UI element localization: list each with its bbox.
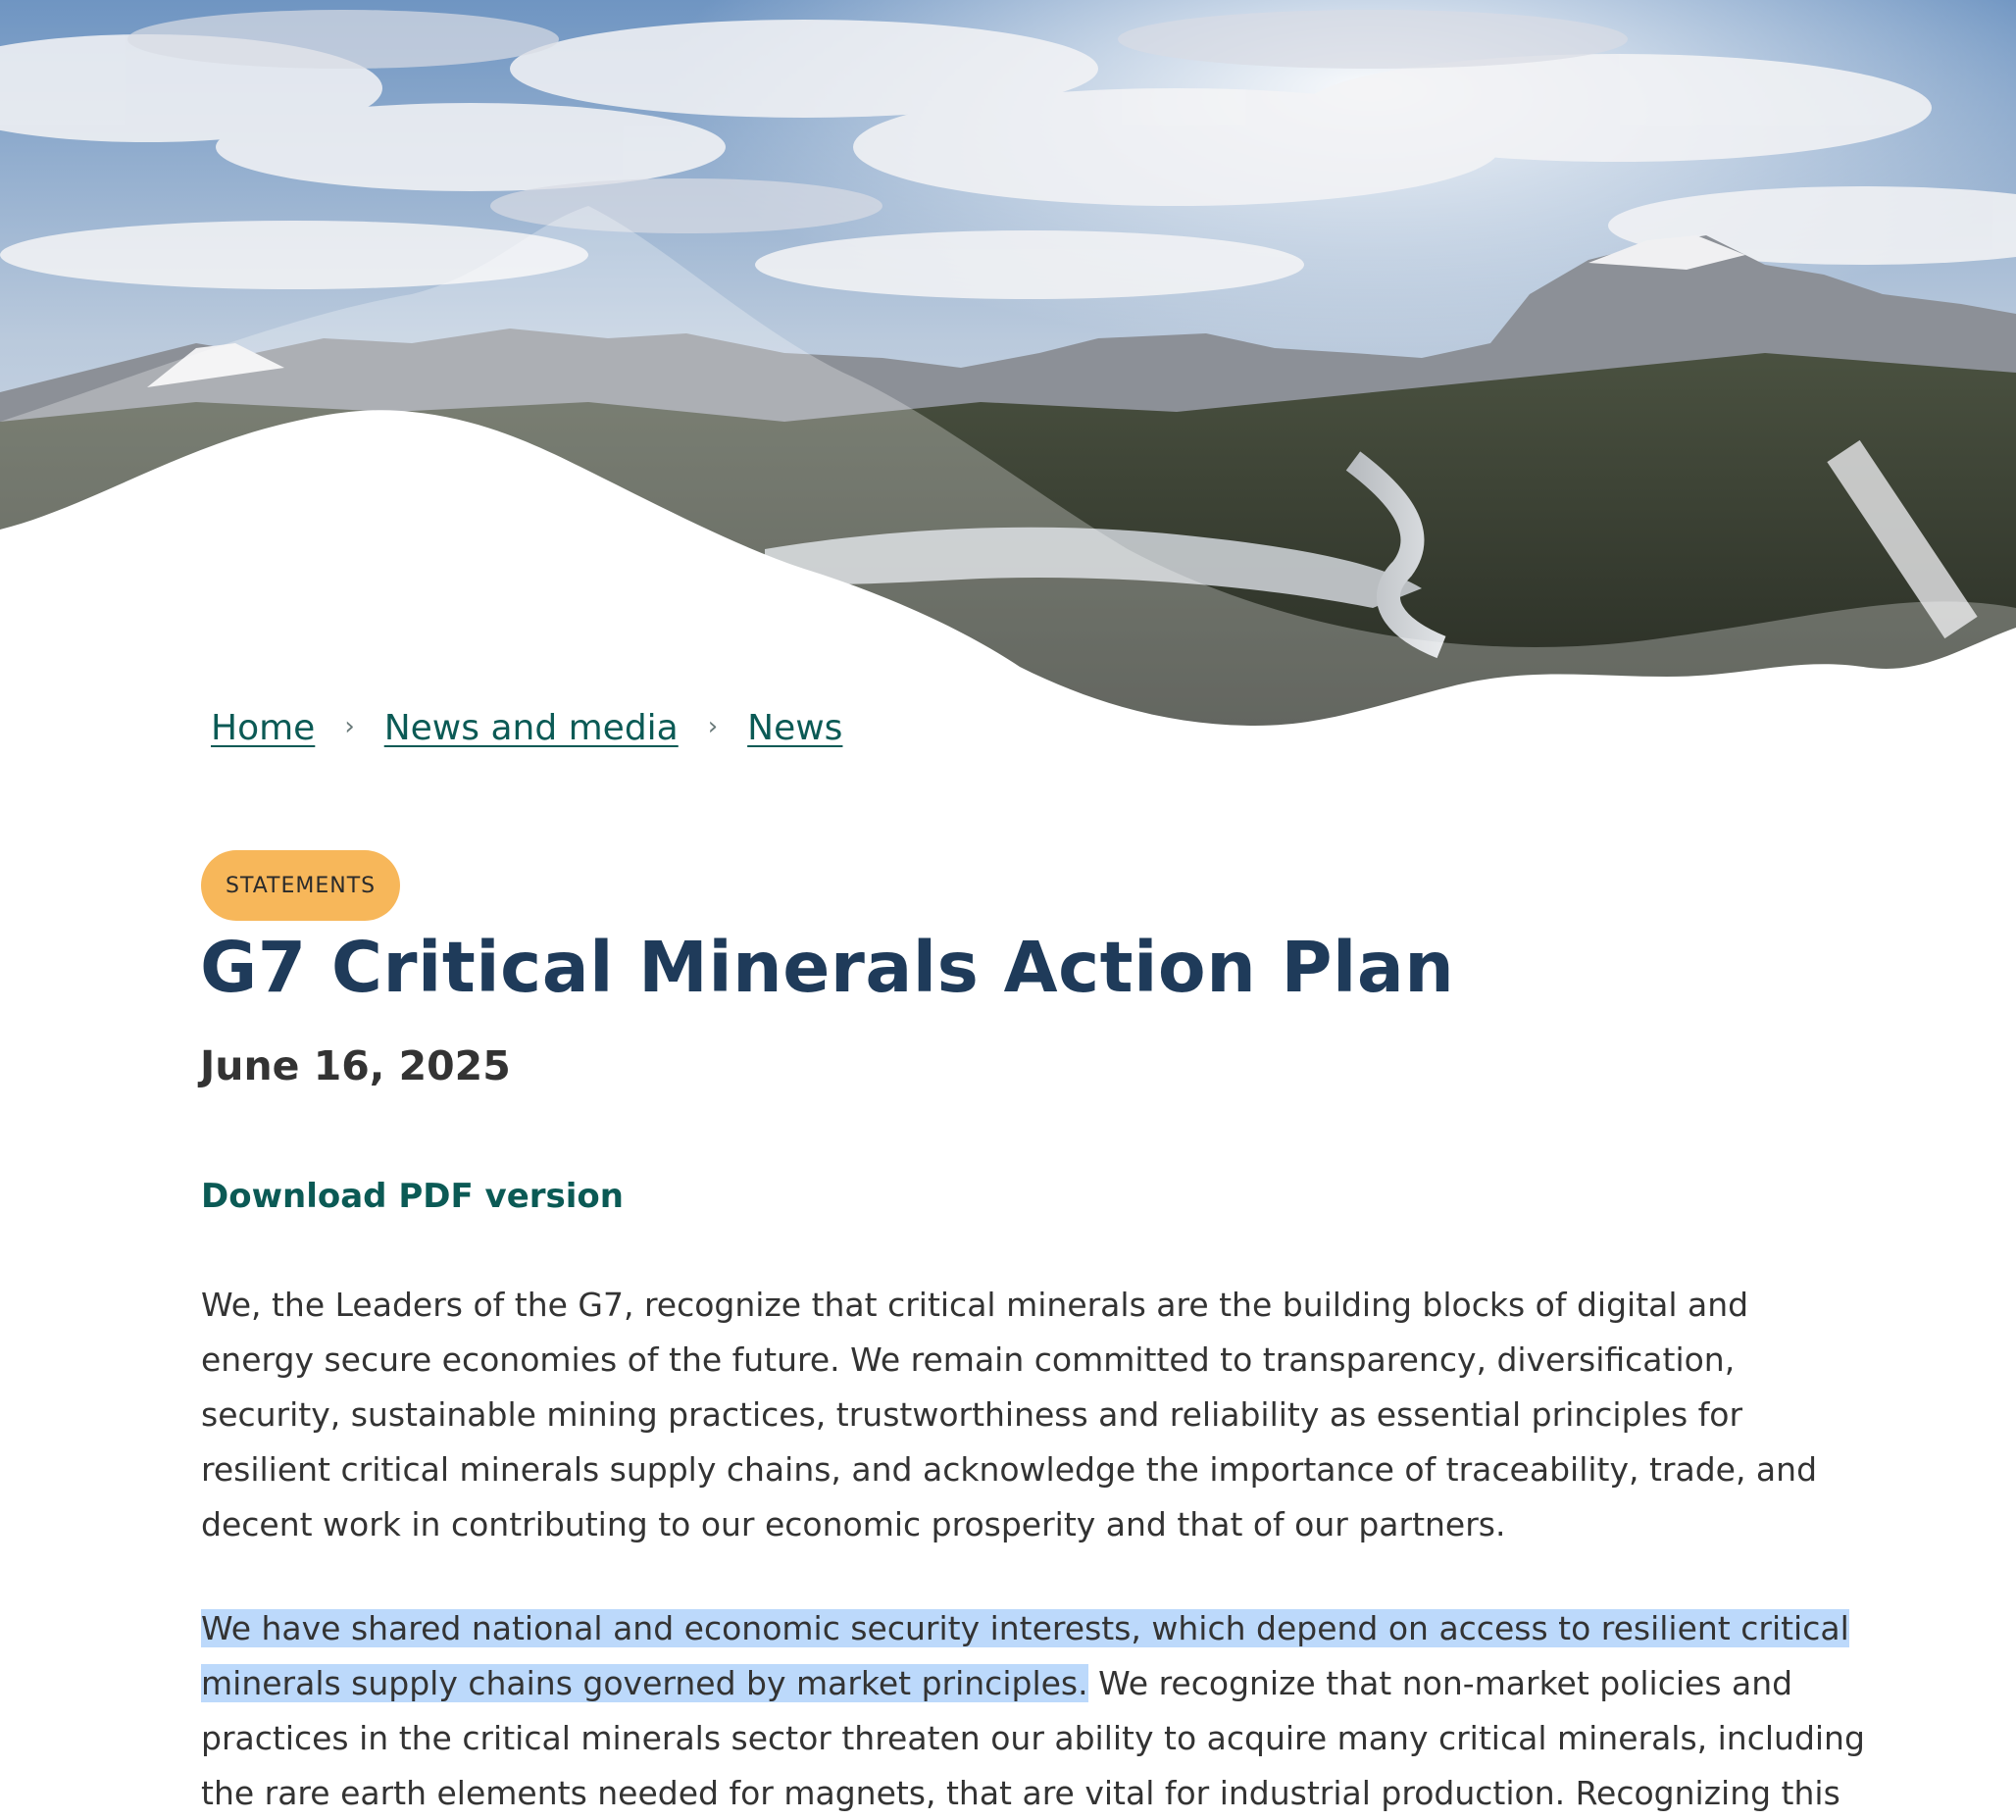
breadcrumb (211, 708, 842, 748)
selected-text: We have shared national and economic security interests, which depend on access to resilient critical (201, 1609, 1849, 1647)
paragraph-line: the rare earth elements needed for magnets, that are vital for industrial production. Recognizing this (201, 1774, 1840, 1812)
article-paragraph-1 (201, 1278, 1817, 1552)
paragraph-line: decent work in contributing to our economic prosperity and that of our partners. (201, 1505, 1506, 1543)
paragraph-line: security, sustainable mining practices, trustworthiness and reliability as essential principles for (201, 1395, 1743, 1434)
article-paragraph-2 (201, 1601, 1865, 1820)
chevron-right-icon: › (344, 711, 355, 741)
breadcrumb-news-link[interactable]: News (747, 708, 843, 748)
page-title: G7 Critical Minerals Action Plan (200, 927, 1455, 1008)
hero-landscape-image (0, 0, 2016, 745)
paragraph-line: energy secure economies of the future. We remain committed to transparency, diversification, (201, 1340, 1736, 1379)
paragraph-line: practices in the critical minerals sector threaten our ability to acquire many critical minerals, including (201, 1719, 1865, 1757)
paragraph-text: We recognize that non-market policies and (1087, 1664, 1793, 1702)
breadcrumb-news-and-media-link[interactable]: News and media (383, 708, 679, 748)
paragraph-line: We, the Leaders of the G7, recognize that critical minerals are the building blocks of digital and (201, 1286, 1749, 1324)
paragraph-line: resilient critical minerals supply chains, and acknowledge the importance of traceability, trade, and (201, 1450, 1818, 1489)
selected-text: minerals supply chains governed by market principles. (201, 1664, 1088, 1702)
category-badge: STATEMENTS (201, 850, 400, 921)
breadcrumb-home-link[interactable]: Home (211, 708, 316, 748)
download-pdf-link[interactable]: Download PDF version (201, 1177, 624, 1216)
publish-date: June 16, 2025 (200, 1042, 511, 1089)
chevron-right-icon: › (707, 711, 719, 741)
